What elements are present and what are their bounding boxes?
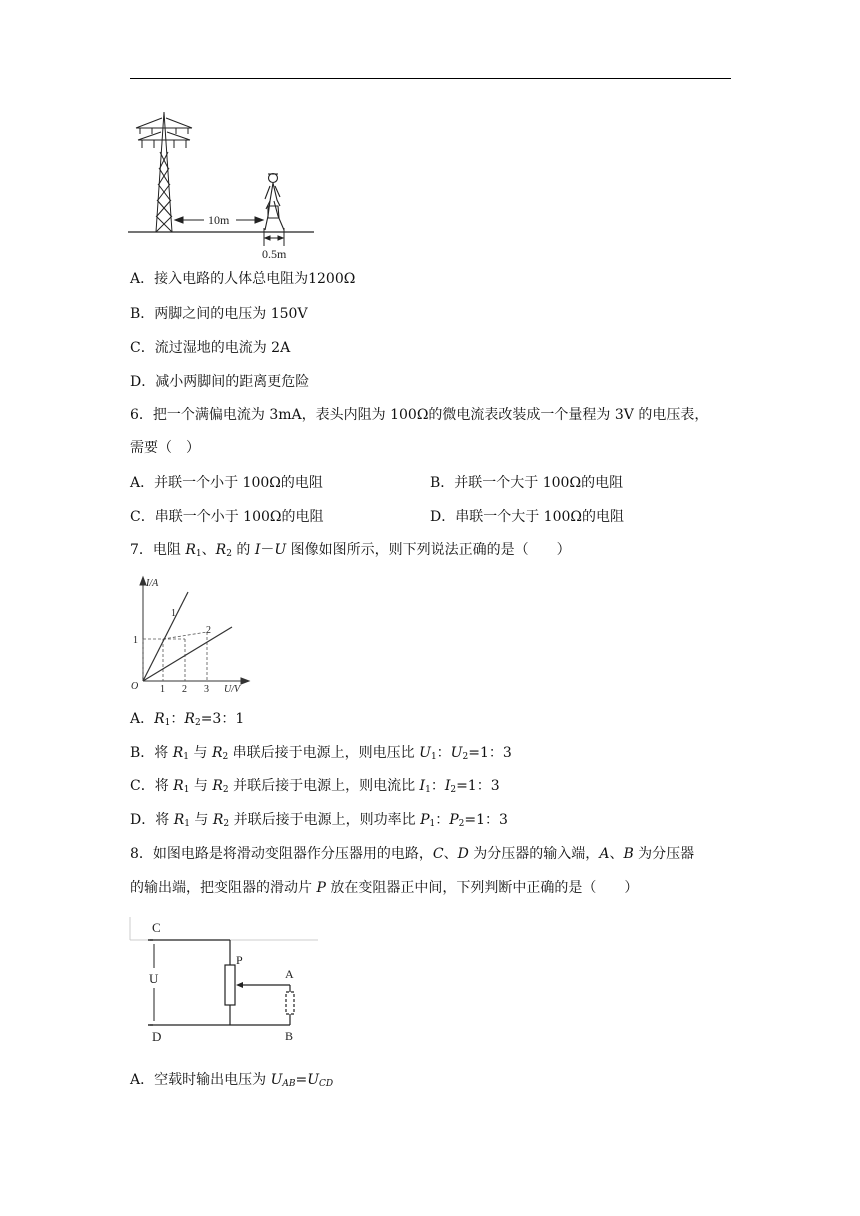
q7-option-b: B．将 $R_1$ 与 $R_2$ 串联后接于电源上，则电压比 $U_1$：$U_2=1$：3 <box>130 745 512 762</box>
iu-graph <box>128 574 254 694</box>
x-tick-3: 3 <box>204 684 209 694</box>
tower-icon <box>136 112 192 232</box>
rheostat <box>225 965 235 1005</box>
q6-stem-line2: 需要（ ） <box>130 440 200 456</box>
slider-arrow <box>236 982 243 988</box>
divider-circuit <box>128 914 320 1046</box>
q7-option-a: A．$R_1$：$R_2=3$：1 <box>130 711 245 728</box>
step-marker <box>264 228 284 246</box>
q6-option-c: C．串联一个小于 100Ω的电阻 <box>130 509 324 525</box>
q5-option-c: C．流过湿地的电流为 2A <box>130 340 291 356</box>
q8-stem-line1: 8．如图电路是将滑动变阻器作分压器用的电路，C、D 为分压器的输入端，A、B 为分压器 <box>130 846 695 862</box>
q7-stem: 7．电阻 $R_1$、$R_2$ 的 I－U 图像如图所示，则下列说法正确的是（ ） <box>130 542 571 559</box>
distance-label: 10m <box>208 213 230 227</box>
q5-option-a: A．接入电路的人体总电阻为1200Ω <box>130 271 356 287</box>
y-axis-label: I/A <box>146 578 159 589</box>
header-rule <box>130 78 731 79</box>
line1-label: 1 <box>171 608 176 619</box>
x-axis-label: U/V <box>224 684 241 694</box>
slider-p: P <box>236 953 243 967</box>
q6-stem-line1: 6．把一个满偏电流为 3mA，表头内阻为 100Ω的微电流表改装成一个量程为 3V 的电压表， <box>130 407 709 423</box>
terminal-d: D <box>152 1029 162 1044</box>
q6-option-d: D．串联一个大于 100Ω的电阻 <box>430 509 625 525</box>
grid-guides <box>143 632 207 681</box>
terminal-b: B <box>285 1029 294 1043</box>
walking-person-icon <box>265 174 284 231</box>
q5-option-b: B．两脚之间的电压为 150V <box>130 306 308 322</box>
origin-label: O <box>131 681 139 692</box>
y-tick-1: 1 <box>133 635 138 646</box>
q6-option-b: B．并联一个大于 100Ω的电阻 <box>430 475 624 491</box>
q5-option-d: D．减小两脚间的距离更危险 <box>130 374 310 390</box>
line2-label: 2 <box>206 625 211 636</box>
q7-option-c: C．将 $R_1$ 与 $R_2$ 并联后接于电源上，则电流比 $I_1$：$I_2=1$：3 <box>130 778 500 795</box>
voltage-u: U <box>149 971 159 986</box>
x-tick-2: 2 <box>182 684 187 694</box>
tower-figure <box>128 106 318 264</box>
step-label: 0.5m <box>262 247 287 261</box>
load-dashed <box>286 992 294 1014</box>
q8-stem-line2: 的输出端，把变阻器的滑动片 P 放在变阻器正中间，下列判断中正确的是（ ） <box>130 880 639 896</box>
q6-option-a: A．并联一个小于 100Ω的电阻 <box>130 475 323 491</box>
q7-option-d: D．将 $R_1$ 与 $R_2$ 并联后接于电源上，则功率比 $P_1$：$P_2=1$：3 <box>130 812 508 829</box>
q8-option-a: A．空载时输出电压为 $U_{AB}=U_{CD}$ <box>130 1072 334 1089</box>
x-tick-1: 1 <box>160 684 165 694</box>
terminal-a: A <box>285 967 294 981</box>
terminal-c: C <box>152 920 161 935</box>
